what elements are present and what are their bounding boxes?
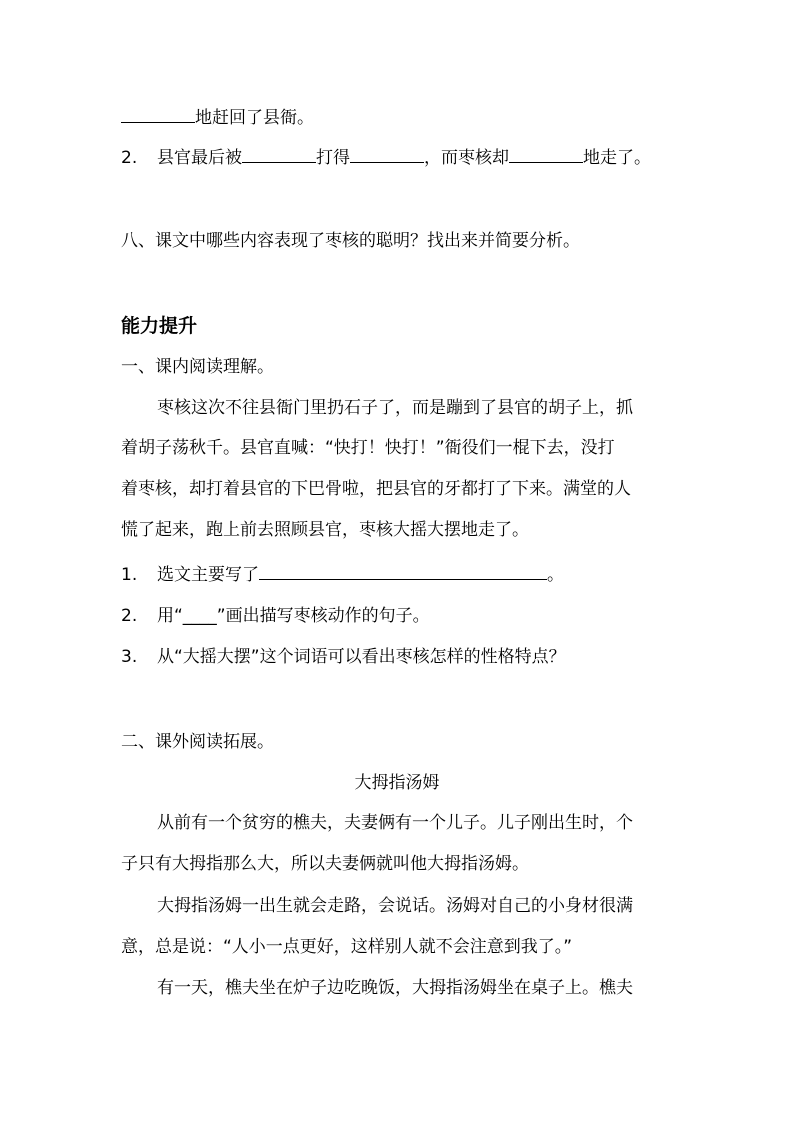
question-text: 从“大摇大摆”这个词语可以看出枣核怎样的性格特点？ <box>157 647 566 667</box>
passage-line: 意，总是说：“人小一点更好，这样别人就不会注意到我了。” <box>121 937 573 957</box>
passage-line: 从前有一个贫穷的樵夫，夫妻俩有一个儿子。儿子刚出生时，个 <box>157 813 633 833</box>
answer-blank[interactable] <box>350 146 424 163</box>
question-text: 。 <box>547 565 564 585</box>
passage-line: 着枣核，却打着县官的下巴骨啦，把县官的牙都打了下来。满堂的人 <box>121 479 631 499</box>
question-number: 1. <box>121 565 138 585</box>
passage-line: 慌了起来，跑上前去照顾县官，枣核大摇大摆地走了。 <box>121 520 529 540</box>
passage-line: 有一天，樵夫坐在炉子边吃晚饭，大拇指汤姆坐在桌子上。樵夫 <box>157 978 633 998</box>
answer-blank[interactable] <box>121 106 195 123</box>
question-number: 3. <box>121 647 138 667</box>
sentence-text: 地赶回了县衙。 <box>195 108 314 128</box>
question-text: ，而枣核却 <box>424 148 509 168</box>
answer-blank[interactable] <box>259 563 547 580</box>
part-1-title: 一、课内阅读理解。 <box>121 357 274 377</box>
passage-line: 子只有大拇指那么大，所以夫妻俩就叫他大拇指汤姆。 <box>121 854 529 874</box>
section-8-question: 八、课文中哪些内容表现了枣核的聪明？找出来并简要分析。 <box>121 231 580 251</box>
fill-line-top <box>121 106 314 130</box>
question-text: 用“____”画出描写枣核动作的句子。 <box>157 606 430 626</box>
question-text: 县官最后被 <box>157 148 242 168</box>
question-number: 2. <box>121 148 138 168</box>
answer-blank[interactable] <box>509 146 583 163</box>
passage-line: 大拇指汤姆一出生就会走路，会说话。汤姆对自己的小身材很满 <box>157 896 633 916</box>
question-3 <box>121 645 566 669</box>
question-1 <box>121 563 564 587</box>
question-2-line <box>121 146 651 170</box>
part-2-title: 二、课外阅读拓展。 <box>121 732 274 752</box>
answer-blank[interactable] <box>242 146 316 163</box>
story-title: 大拇指汤姆 <box>354 773 440 793</box>
passage-line: 着胡子荡秋千。县官直喊：“快打！快打！”衙役们一棍下去，没打 <box>121 438 615 458</box>
question-number: 2. <box>121 606 138 626</box>
question-text: 选文主要写了 <box>157 565 259 585</box>
question-2 <box>121 604 430 628</box>
question-text: 地走了。 <box>583 148 651 168</box>
question-text: 打得 <box>316 148 350 168</box>
passage-line: 枣核这次不往县衙门里扔石子了，而是蹦到了县官的胡子上，抓 <box>157 398 633 418</box>
section-heading: 能力提升 <box>121 315 198 337</box>
